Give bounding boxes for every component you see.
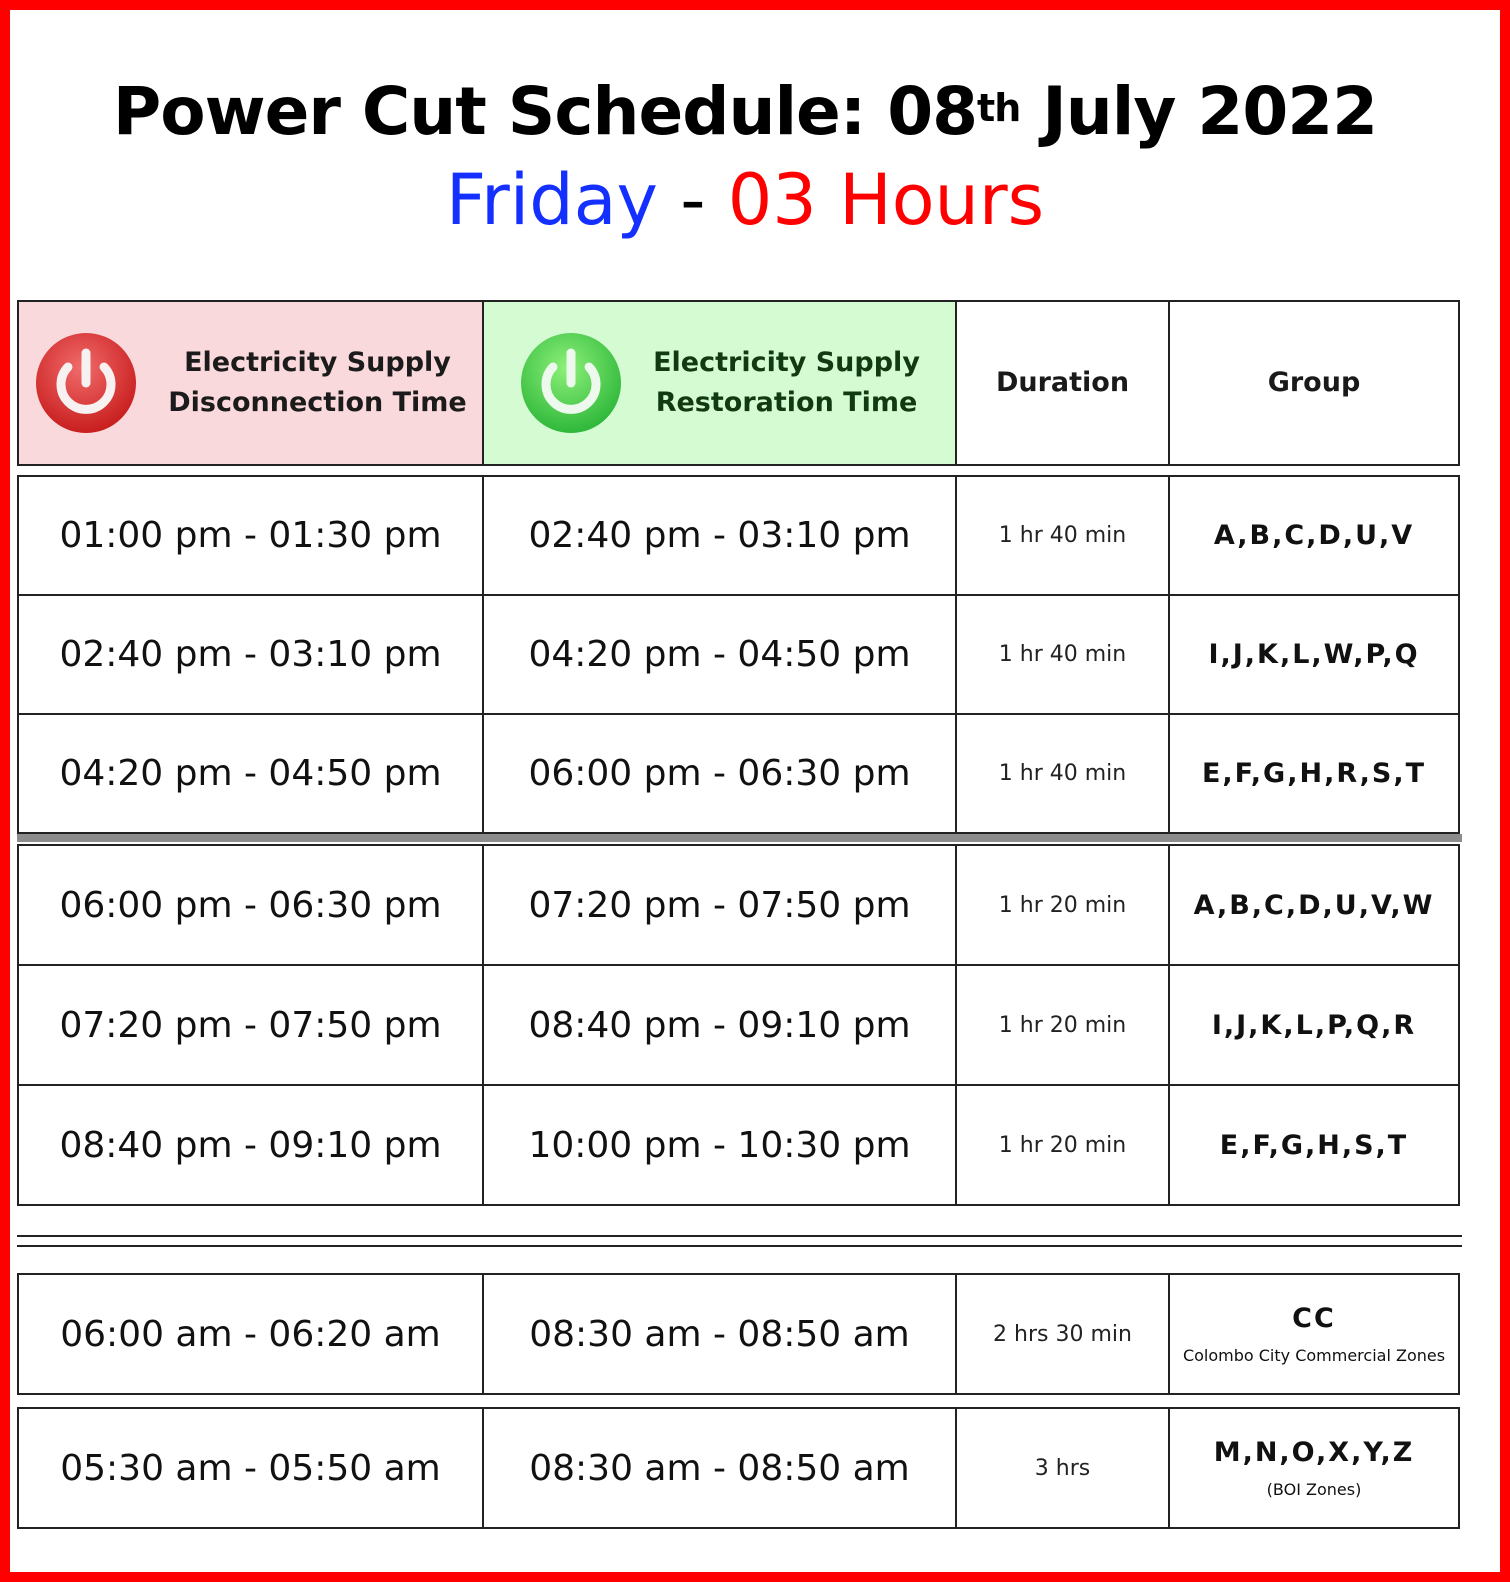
schedule-header bbox=[17, 300, 1460, 466]
hours-label: 03 Hours bbox=[727, 159, 1045, 241]
schedule-block-evening bbox=[17, 844, 1460, 1206]
group: A,B,C,D,U,V,W bbox=[1169, 845, 1459, 965]
duration: 1 hr 20 min bbox=[956, 845, 1169, 965]
restore-time: 02:40 pm - 03:10 pm bbox=[483, 476, 956, 595]
schedule-special-boi bbox=[17, 1407, 1460, 1529]
subtitle-separator: - bbox=[657, 159, 728, 241]
table-row bbox=[18, 595, 1459, 714]
duration: 1 hr 40 min bbox=[956, 476, 1169, 595]
restore-time: 06:00 pm - 06:30 pm bbox=[483, 714, 956, 833]
disconnect-time: 06:00 pm - 06:30 pm bbox=[18, 845, 483, 965]
title-superscript: th bbox=[977, 86, 1021, 130]
duration: 1 hr 20 min bbox=[956, 965, 1169, 1085]
table-row bbox=[18, 845, 1459, 965]
disconnect-time: 08:40 pm - 09:10 pm bbox=[18, 1085, 483, 1205]
group: E,F,G,H,S,T bbox=[1169, 1085, 1459, 1205]
schedule-special-cc bbox=[17, 1273, 1460, 1395]
table-row bbox=[18, 965, 1459, 1085]
group-note: Colombo City Commercial Zones bbox=[1182, 1346, 1446, 1365]
header-restoration bbox=[483, 301, 956, 465]
page-title: Power Cut Schedule: 08th July 2022 bbox=[112, 73, 1378, 150]
header-restoration-label: Electricity Supply Restoration Time bbox=[653, 347, 920, 418]
group: M,N,O,X,Y,Z bbox=[1213, 1437, 1415, 1468]
group-cell bbox=[1169, 1274, 1459, 1394]
restore-time: 10:00 pm - 10:30 pm bbox=[483, 1085, 956, 1205]
restore-time: 07:20 pm - 07:50 pm bbox=[483, 845, 956, 965]
table-row bbox=[18, 1408, 1459, 1528]
restore-time: 04:20 pm - 04:50 pm bbox=[483, 595, 956, 714]
table-row bbox=[18, 1085, 1459, 1205]
power-off-icon bbox=[34, 331, 138, 435]
header-disconnection-label: Electricity Supply Disconnection Time bbox=[168, 347, 467, 418]
duration: 3 hrs bbox=[956, 1408, 1169, 1528]
duration: 1 hr 20 min bbox=[956, 1085, 1169, 1205]
table-row bbox=[18, 714, 1459, 833]
page-subtitle bbox=[0, 158, 1490, 242]
disconnect-time: 06:00 am - 06:20 am bbox=[18, 1274, 483, 1394]
disconnect-time: 04:20 pm - 04:50 pm bbox=[18, 714, 483, 833]
duration: 2 hrs 30 min bbox=[956, 1274, 1169, 1394]
restore-time: 08:40 pm - 09:10 pm bbox=[483, 965, 956, 1085]
power-on-icon bbox=[519, 331, 623, 435]
group-cell bbox=[1169, 1408, 1459, 1528]
group-note: (BOI Zones) bbox=[1266, 1480, 1362, 1499]
duration: 1 hr 40 min bbox=[956, 595, 1169, 714]
group: CC bbox=[1292, 1303, 1336, 1334]
day-label: Friday bbox=[445, 159, 658, 241]
group: E,F,G,H,R,S,T bbox=[1169, 714, 1459, 833]
header-group: Group bbox=[1169, 301, 1459, 465]
duration: 1 hr 40 min bbox=[956, 714, 1169, 833]
block-divider bbox=[17, 834, 1462, 842]
group: I,J,K,L,P,Q,R bbox=[1169, 965, 1459, 1085]
disconnect-time: 02:40 pm - 03:10 pm bbox=[18, 595, 483, 714]
table-row bbox=[18, 1274, 1459, 1394]
header-duration: Duration bbox=[956, 301, 1169, 465]
divider-line bbox=[17, 1235, 1462, 1237]
group: A,B,C,D,U,V bbox=[1169, 476, 1459, 595]
disconnect-time: 01:00 pm - 01:30 pm bbox=[18, 476, 483, 595]
divider-line bbox=[17, 1245, 1462, 1247]
group: I,J,K,L,W,P,Q bbox=[1169, 595, 1459, 714]
table-row bbox=[18, 476, 1459, 595]
restore-time: 08:30 am - 08:50 am bbox=[483, 1408, 956, 1528]
schedule-block-afternoon bbox=[17, 475, 1460, 834]
restore-time: 08:30 am - 08:50 am bbox=[483, 1274, 956, 1394]
disconnect-time: 07:20 pm - 07:50 pm bbox=[18, 965, 483, 1085]
disconnect-time: 05:30 am - 05:50 am bbox=[18, 1408, 483, 1528]
header-disconnection bbox=[18, 301, 483, 465]
